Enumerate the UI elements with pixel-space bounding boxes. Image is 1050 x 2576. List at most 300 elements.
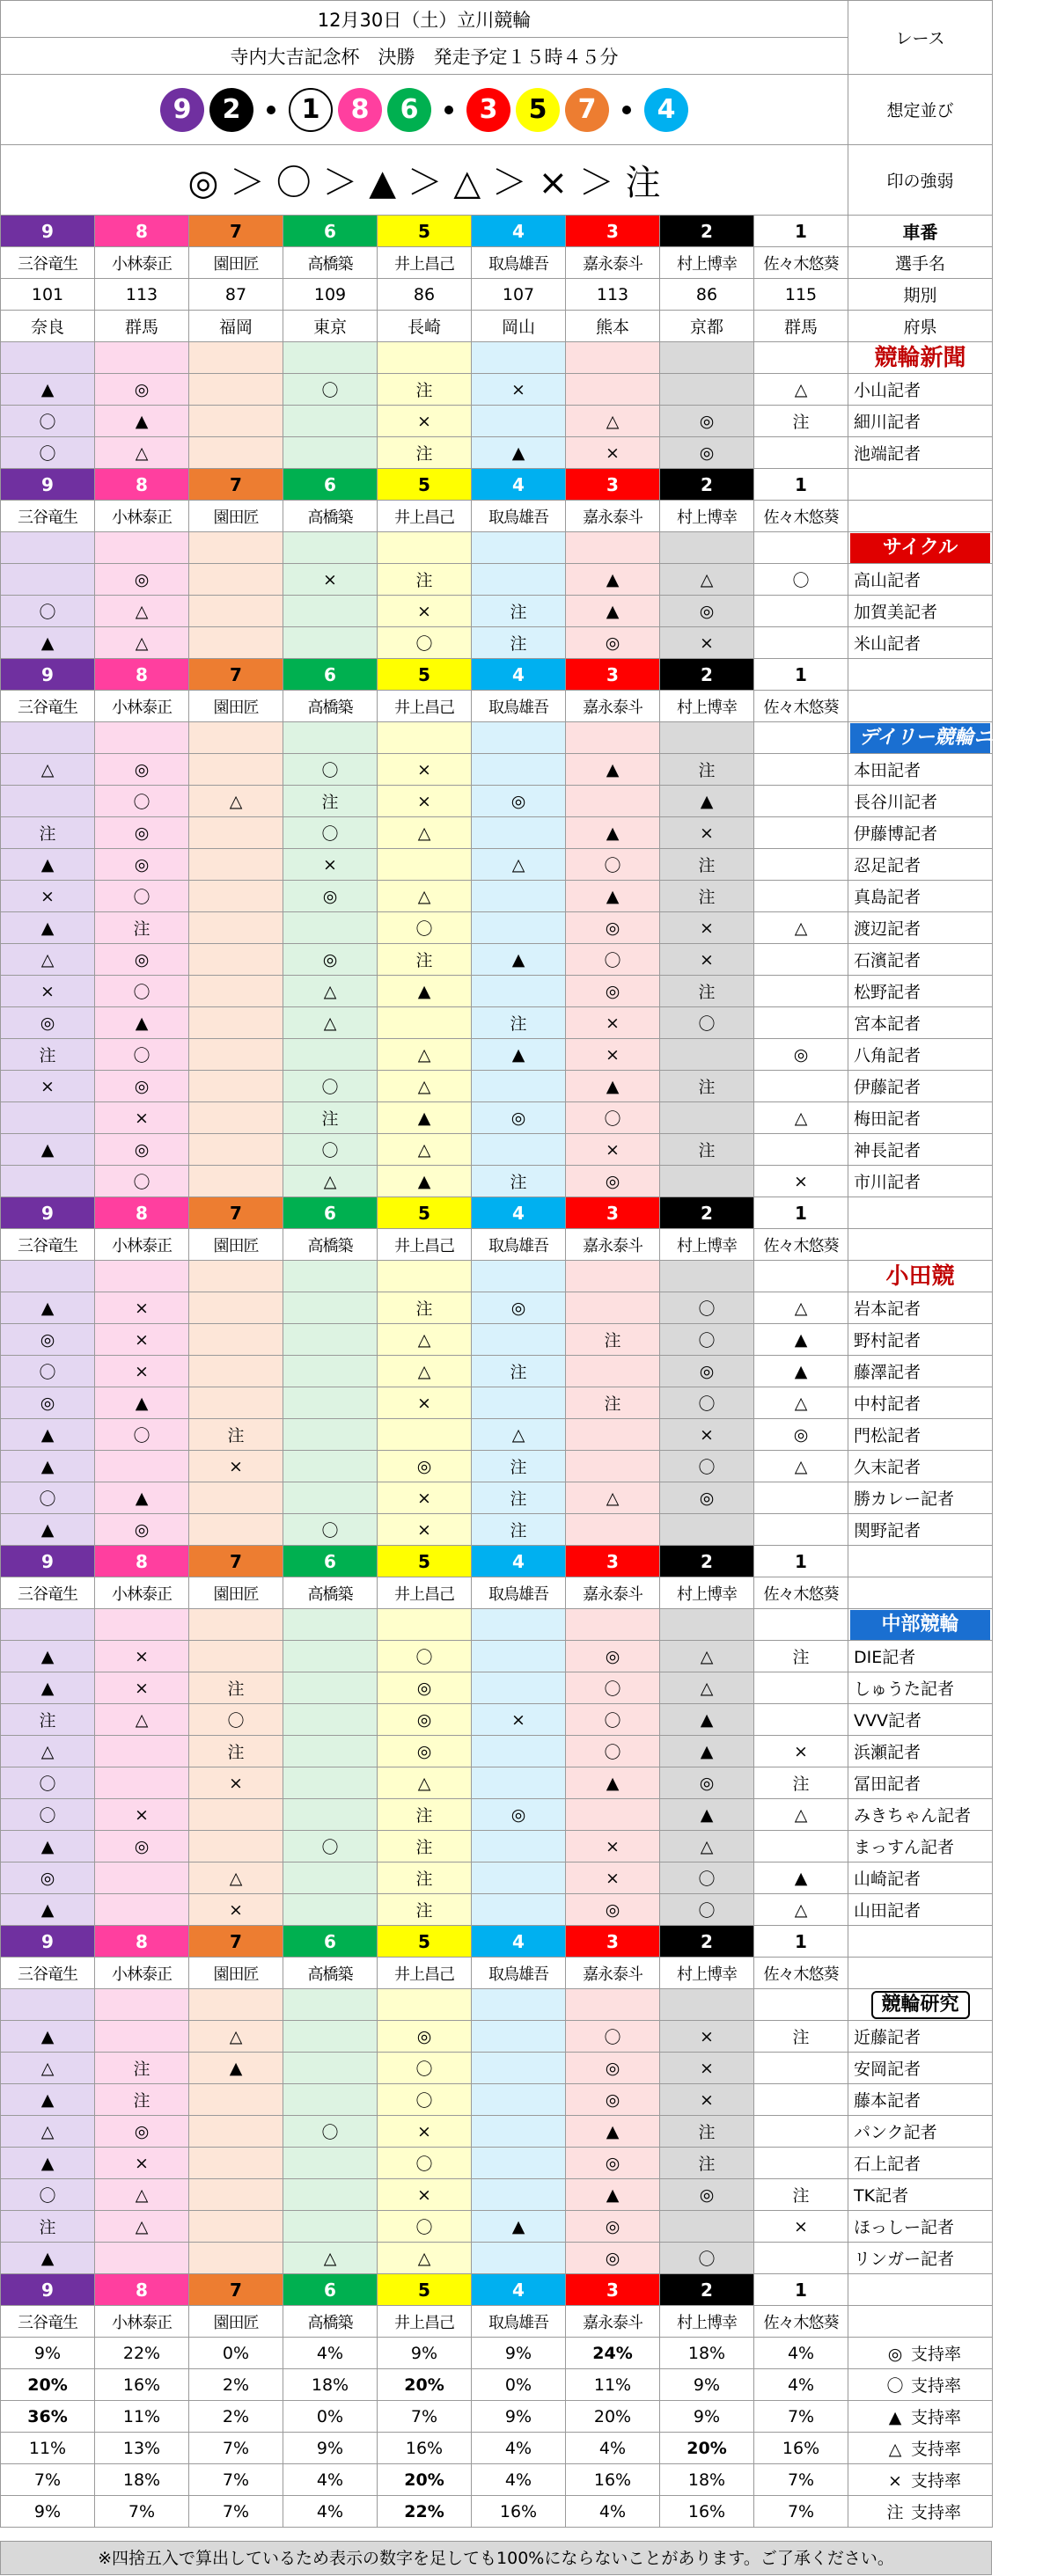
support-rate-label [848, 2433, 993, 2464]
prediction-mark: 〇 [95, 976, 189, 1007]
reporter-name: 高山記者 [848, 564, 993, 596]
prediction-mark: ▲ [1, 1894, 95, 1926]
prediction-mark [472, 976, 566, 1007]
rider-name: 高橋築 [283, 691, 378, 722]
car-number-row [1, 1197, 993, 1229]
car-number: 7 [189, 659, 283, 691]
prediction-mark: △ [1, 2053, 95, 2084]
car-number: 7 [189, 469, 283, 501]
newspaper-logo-cell [848, 342, 993, 374]
prediction-mark: △ [283, 1007, 378, 1039]
prediction-mark [660, 1102, 754, 1134]
reporter-name: 伊藤記者 [848, 1071, 993, 1102]
reporter-name: パンク記者 [848, 2116, 993, 2148]
prediction-mark: ◎ [283, 881, 378, 912]
rider-name-row [1, 247, 993, 279]
prediction-mark [283, 2084, 378, 2116]
car-number-row [1, 1926, 993, 1958]
blank-cell [1, 722, 95, 754]
rider-name: 村上博幸 [660, 1958, 754, 1989]
prediction-mark: × [660, 912, 754, 944]
prediction-mark [283, 1767, 378, 1799]
rider-name: 村上博幸 [660, 1577, 754, 1609]
footer-note: ※四捨五入で算出しているため表示の数字を足しても100%にならないことがあります。ご了承ください。 [0, 2541, 992, 2575]
prediction-mark: 注 [378, 1831, 472, 1862]
reporter-name: 久末記者 [848, 1451, 993, 1482]
prediction-mark: △ [95, 596, 189, 627]
prediction-mark [283, 627, 378, 659]
lineup-pill: 9 [160, 88, 204, 132]
car-number: 6 [283, 1546, 378, 1577]
prediction-mark [754, 2243, 848, 2274]
prediction-mark: × [378, 1514, 472, 1546]
prediction-mark: △ [754, 1387, 848, 1419]
prediction-mark [566, 374, 660, 406]
prediction-mark: ◎ [660, 437, 754, 469]
prediction-mark [472, 564, 566, 596]
blank-cell [472, 1989, 566, 2021]
rider-name: 園田匠 [189, 1958, 283, 1989]
marks-order: ◎ ＞ 〇 ＞ ▲ ＞ △ ＞ × ＞ 注 [1, 145, 848, 216]
rider-name: 取鳥雄吾 [472, 247, 566, 279]
prediction-mark: 注 [283, 786, 378, 817]
car-number: 7 [189, 1546, 283, 1577]
rider-name: 小林泰正 [95, 1229, 189, 1261]
prediction-mark: 〇 [1, 1767, 95, 1799]
reporter-name: 小山記者 [848, 374, 993, 406]
support-rate: 11% [566, 2369, 660, 2401]
prediction-mark [378, 1419, 472, 1451]
prediction-mark: 注 [378, 1799, 472, 1831]
car-number: 1 [754, 469, 848, 501]
rider-name: 佐々木悠葵 [754, 1577, 848, 1609]
prediction-mark: 〇 [1, 1482, 95, 1514]
car-number: 8 [95, 1197, 189, 1229]
support-rate-label [848, 2369, 993, 2401]
rider-name: 佐々木悠葵 [754, 1229, 848, 1261]
support-rate: 16% [566, 2464, 660, 2496]
prediction-mark: △ [283, 1166, 378, 1197]
blank-cell [189, 342, 283, 374]
blank-cell [378, 342, 472, 374]
blank-cell [848, 1958, 993, 1989]
prediction-mark: 注 [378, 1862, 472, 1894]
car-number: 1 [754, 1197, 848, 1229]
prediction-mark [283, 406, 378, 437]
reporter-name: 野村記者 [848, 1324, 993, 1356]
prediction-mark [660, 1166, 754, 1197]
support-rate-row [1, 2464, 993, 2496]
prediction-mark: △ [472, 1419, 566, 1451]
car-number: 4 [472, 1546, 566, 1577]
prediction-mark: ▲ [754, 1356, 848, 1387]
car-number: 7 [189, 216, 283, 247]
prediction-mark: ◎ [1, 1324, 95, 1356]
rider-name: 園田匠 [189, 2306, 283, 2338]
prediction-mark: △ [95, 2179, 189, 2211]
prediction-mark: △ [95, 627, 189, 659]
support-rate: 13% [95, 2433, 189, 2464]
prediction-row [1, 2179, 993, 2211]
rider-name: 井上昌己 [378, 2306, 472, 2338]
rider-term: 115 [754, 279, 848, 311]
lineup-pill: 1 [289, 88, 333, 132]
prediction-mark: 注 [754, 2021, 848, 2053]
prediction-mark: 〇 [378, 1641, 472, 1672]
prediction-mark: 注 [660, 2116, 754, 2148]
prediction-row [1, 2148, 993, 2179]
support-rate: 7% [189, 2433, 283, 2464]
blank-cell [95, 342, 189, 374]
blank-cell [472, 532, 566, 564]
prediction-mark: × [378, 406, 472, 437]
support-rate-label [848, 2338, 993, 2369]
car-number: 4 [472, 1197, 566, 1229]
rider-term: 109 [283, 279, 378, 311]
prediction-mark [472, 2021, 566, 2053]
car-number: 1 [754, 1546, 848, 1577]
prediction-row [1, 912, 993, 944]
prediction-mark [1, 786, 95, 817]
prediction-mark: ◎ [95, 1071, 189, 1102]
prediction-mark: × [378, 1482, 472, 1514]
prediction-mark: 注 [378, 944, 472, 976]
rider-name: 取鳥雄吾 [472, 2306, 566, 2338]
rider-name: 村上博幸 [660, 691, 754, 722]
reporter-name: ほっしー記者 [848, 2211, 993, 2243]
car-number: 1 [754, 1926, 848, 1958]
prediction-mark: ◎ [95, 1831, 189, 1862]
support-rate: 16% [472, 2496, 566, 2528]
prediction-mark: ▲ [566, 1767, 660, 1799]
lineup-pill: 2 [209, 88, 253, 132]
blank-cell [1, 532, 95, 564]
car-number: 1 [754, 659, 848, 691]
car-number: 8 [95, 2274, 189, 2306]
rider-pref-row [1, 311, 993, 342]
car-number-label: 車番 [848, 216, 993, 247]
prediction-mark: △ [1, 944, 95, 976]
car-number: 5 [378, 216, 472, 247]
car-number: 7 [189, 2274, 283, 2306]
prediction-mark: × [472, 374, 566, 406]
car-number: 8 [95, 659, 189, 691]
support-rate: 16% [378, 2433, 472, 2464]
prediction-mark: 〇 [378, 2148, 472, 2179]
prediction-mark [754, 754, 848, 786]
newspaper-logo-cell [848, 1989, 993, 2021]
prediction-mark [283, 1704, 378, 1736]
prediction-mark [189, 817, 283, 849]
prediction-mark: ◎ [660, 596, 754, 627]
prediction-mark [754, 1672, 848, 1704]
prediction-mark: ◎ [378, 1736, 472, 1767]
support-rate: 4% [283, 2464, 378, 2496]
rider-name: 三谷竜生 [1, 691, 95, 722]
prediction-mark: ▲ [95, 406, 189, 437]
prediction-mark: ▲ [754, 1862, 848, 1894]
prediction-mark: ▲ [660, 1799, 754, 1831]
prediction-mark [754, 944, 848, 976]
rider-term: 86 [378, 279, 472, 311]
prediction-mark: △ [378, 1356, 472, 1387]
blank-cell [660, 1261, 754, 1292]
rider-name: 三谷竜生 [1, 247, 95, 279]
rider-name: 嘉永泰斗 [566, 1958, 660, 1989]
prediction-mark: ◎ [660, 1767, 754, 1799]
prediction-mark [189, 2148, 283, 2179]
prediction-mark [95, 1767, 189, 1799]
prediction-row [1, 627, 993, 659]
prediction-mark: △ [189, 2021, 283, 2053]
prediction-mark: 注 [472, 596, 566, 627]
car-number: 2 [660, 216, 754, 247]
prediction-mark [189, 849, 283, 881]
reporter-name: 中村記者 [848, 1387, 993, 1419]
prediction-mark: △ [378, 1767, 472, 1799]
reporter-name: DIE記者 [848, 1641, 993, 1672]
prediction-mark: 注 [95, 2053, 189, 2084]
prediction-mark: 注 [189, 1672, 283, 1704]
prediction-mark: × [189, 1894, 283, 1926]
prediction-mark: 〇 [378, 2053, 472, 2084]
prediction-mark: ◎ [660, 1482, 754, 1514]
prediction-mark [283, 1799, 378, 1831]
prediction-mark: 〇 [95, 1166, 189, 1197]
rider-name-row [1, 501, 993, 532]
prediction-mark [754, 786, 848, 817]
rider-name-row [1, 1958, 993, 1989]
blank-cell [660, 1989, 754, 2021]
prediction-mark [472, 881, 566, 912]
prediction-mark: ▲ [566, 2116, 660, 2148]
prediction-mark: 注 [660, 2148, 754, 2179]
lineup-pill: 4 [644, 88, 688, 132]
lineup [1, 75, 848, 145]
prediction-mark: × [95, 1324, 189, 1356]
car-number: 4 [472, 1926, 566, 1958]
separator-dot [267, 106, 275, 114]
prediction-mark [283, 1356, 378, 1387]
prediction-mark: 注 [566, 1387, 660, 1419]
prediction-mark [189, 1356, 283, 1387]
prediction-mark [283, 1672, 378, 1704]
prediction-mark [189, 976, 283, 1007]
blank-cell [848, 659, 993, 691]
reporter-name: 浜瀬記者 [848, 1736, 993, 1767]
blank-cell [472, 1609, 566, 1641]
prediction-mark: × [378, 596, 472, 627]
prediction-mark: ▲ [95, 1482, 189, 1514]
prediction-mark: 注 [566, 1324, 660, 1356]
reporter-name: VVV記者 [848, 1704, 993, 1736]
rider-name: 佐々木悠葵 [754, 501, 848, 532]
rider-name: 取鳥雄吾 [472, 501, 566, 532]
car-number: 9 [1, 1197, 95, 1229]
support-rate-label [848, 2496, 993, 2528]
support-rate: 9% [378, 2338, 472, 2369]
lineup-pill: 7 [565, 88, 609, 132]
prediction-mark: × [378, 786, 472, 817]
reporter-name: 伊藤博記者 [848, 817, 993, 849]
support-rate: 20% [378, 2369, 472, 2401]
prediction-mark: ◎ [95, 944, 189, 976]
prediction-mark [283, 437, 378, 469]
blank-cell [95, 1989, 189, 2021]
support-rate: 7% [754, 2401, 848, 2433]
prediction-mark [95, 2243, 189, 2274]
prediction-mark: 注 [378, 1292, 472, 1324]
car-number-row [1, 2274, 993, 2306]
prediction-mark: △ [566, 406, 660, 437]
blank-cell [566, 532, 660, 564]
prediction-mark [754, 437, 848, 469]
rider-name-label: 選手名 [848, 247, 993, 279]
rider-name: 嘉永泰斗 [566, 691, 660, 722]
prediction-mark: ◎ [95, 2116, 189, 2148]
prediction-mark: △ [472, 849, 566, 881]
prediction-mark: 〇 [660, 1894, 754, 1926]
prediction-mark [754, 1071, 848, 1102]
support-rate: 18% [660, 2464, 754, 2496]
rider-term: 107 [472, 279, 566, 311]
support-rate: 20% [1, 2369, 95, 2401]
prediction-mark [283, 1451, 378, 1482]
rider-name: 三谷竜生 [1, 2306, 95, 2338]
blank-cell [189, 1609, 283, 1641]
prediction-mark: 注 [660, 1134, 754, 1166]
separator-dot [622, 106, 631, 114]
prediction-mark: 〇 [660, 2243, 754, 2274]
blank-cell [566, 1609, 660, 1641]
prediction-mark: 〇 [283, 1831, 378, 1862]
prediction-mark: 〇 [660, 1451, 754, 1482]
prediction-mark: 注 [1, 817, 95, 849]
race-label: レース [848, 1, 993, 75]
prediction-row [1, 1862, 993, 1894]
prediction-row [1, 1799, 993, 1831]
prediction-mark [754, 1134, 848, 1166]
prediction-mark [189, 1039, 283, 1071]
prediction-mark: 注 [95, 912, 189, 944]
separator-dot [444, 106, 453, 114]
rider-name: 高橋築 [283, 2306, 378, 2338]
prediction-mark: 〇 [189, 1704, 283, 1736]
prediction-mark: 注 [378, 564, 472, 596]
prediction-mark: 注 [472, 1356, 566, 1387]
rider-pref: 群馬 [95, 311, 189, 342]
prediction-mark [660, 2211, 754, 2243]
reporter-name: 近藤記者 [848, 2021, 993, 2053]
car-number-row [1, 216, 993, 247]
prediction-mark: 〇 [1, 406, 95, 437]
reporter-name: 忍足記者 [848, 849, 993, 881]
rider-term: 86 [660, 279, 754, 311]
prediction-mark: 注 [95, 2084, 189, 2116]
rider-name: 高橋築 [283, 1229, 378, 1261]
prediction-mark: 〇 [566, 849, 660, 881]
reporter-name: 真島記者 [848, 881, 993, 912]
rider-name: 三谷竜生 [1, 1577, 95, 1609]
prediction-mark: ▲ [566, 754, 660, 786]
prediction-mark [283, 2053, 378, 2084]
prediction-mark: × [660, 2084, 754, 2116]
prediction-mark: 注 [754, 1641, 848, 1672]
support-rate-row [1, 2401, 993, 2433]
prediction-mark: × [95, 1102, 189, 1134]
prediction-mark [1, 564, 95, 596]
prediction-mark: 〇 [566, 1736, 660, 1767]
prediction-mark [472, 1134, 566, 1166]
prediction-mark: 〇 [660, 1007, 754, 1039]
prediction-mark [754, 2116, 848, 2148]
reporter-name: 市川記者 [848, 1166, 993, 1197]
reporter-name: 細川記者 [848, 406, 993, 437]
newspaper-logo-row [1, 342, 993, 374]
support-rate: 0% [472, 2369, 566, 2401]
prediction-mark [95, 1736, 189, 1767]
prediction-mark: 注 [189, 1419, 283, 1451]
blank-cell [660, 342, 754, 374]
prediction-mark: ◎ [1, 1007, 95, 1039]
rider-name: 園田匠 [189, 1229, 283, 1261]
prediction-mark [189, 1292, 283, 1324]
prediction-row [1, 437, 993, 469]
prediction-mark [189, 1387, 283, 1419]
newspaper-logo: 競輪新聞 [874, 344, 966, 371]
prediction-mark: 〇 [660, 1292, 754, 1324]
prediction-mark: △ [1, 754, 95, 786]
prediction-row [1, 2211, 993, 2243]
prediction-mark [189, 627, 283, 659]
prediction-mark: 〇 [660, 1387, 754, 1419]
blank-cell [848, 501, 993, 532]
car-number-row [1, 469, 993, 501]
prediction-mark: △ [754, 912, 848, 944]
rider-name: 井上昌己 [378, 247, 472, 279]
prediction-mark [660, 1039, 754, 1071]
prediction-mark: × [1, 976, 95, 1007]
prediction-mark: △ [378, 1071, 472, 1102]
rider-name: 小林泰正 [95, 247, 189, 279]
rate-label: 支持率 [911, 2471, 962, 2491]
prediction-mark: △ [378, 881, 472, 912]
prediction-mark: × [660, 2053, 754, 2084]
car-number: 7 [189, 1926, 283, 1958]
car-number: 9 [1, 469, 95, 501]
rider-pref: 京都 [660, 311, 754, 342]
prediction-mark: 注 [754, 2179, 848, 2211]
support-rate: 16% [95, 2369, 189, 2401]
prediction-mark [189, 1166, 283, 1197]
prediction-mark: △ [378, 2243, 472, 2274]
rider-name: 取鳥雄吾 [472, 1577, 566, 1609]
rider-name: 取鳥雄吾 [472, 1958, 566, 1989]
newspaper-logo-cell [848, 1609, 993, 1641]
prediction-mark [754, 976, 848, 1007]
prediction-mark: × [1, 1071, 95, 1102]
prediction-mark: ▲ [566, 2179, 660, 2211]
prediction-row [1, 564, 993, 596]
blank-cell [95, 1609, 189, 1641]
rider-name: 嘉永泰斗 [566, 2306, 660, 2338]
prediction-mark: × [283, 849, 378, 881]
rider-name: 高橋築 [283, 501, 378, 532]
car-number: 3 [566, 469, 660, 501]
prediction-mark: × [95, 1641, 189, 1672]
car-number: 1 [754, 2274, 848, 2306]
prediction-mark: ◎ [95, 564, 189, 596]
